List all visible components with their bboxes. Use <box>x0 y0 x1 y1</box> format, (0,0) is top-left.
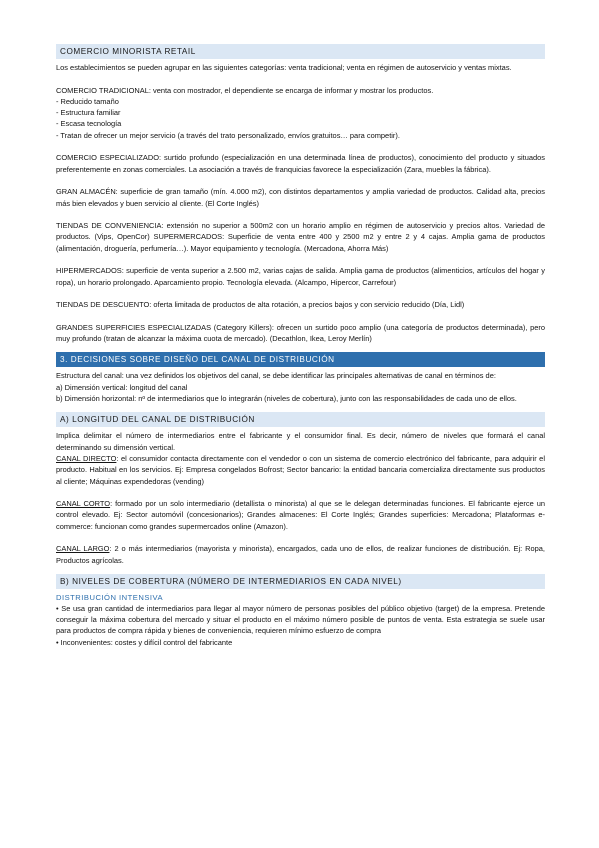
canal-largo-text: : 2 o más intermediarios (mayorista y minorista), encargados, cada uno de ellos, de realizar funciones de distribución. Ej: Ropa, Productos agrícolas. <box>56 544 545 565</box>
trad-item-3: - Escasa tecnología <box>56 119 122 129</box>
canal-corto-text: : formado por un solo intermediario (detallista o minorista) al que se le delegan determinadas funciones. El fabricante ejerce un control elevado. Ej: Sector automóvil (concesionarios); Grandes almacenes: El Corte Inglés; Grandes superficies: Mercadona; Plataformas e-commerce: funcionan como grandes supermercados online (Amazon). <box>56 499 545 531</box>
canal-largo-label: CANAL LARGO <box>56 544 110 554</box>
intro-paragraph: Los establecimientos se pueden agrupar en las siguientes categorías: venta tradicional; venta en régimen de autoservicio y ventas mixtas. <box>56 63 512 72</box>
intensiva-paragraph: • Se usa gran cantidad de intermediarios para llegar al mayor número de personas posibles del público objetivo (target) de la empresa. Pretende conseguir la máxima cobertura del mercado y situar el producto en el máximo número posible de puntos de venta. Esta estrategia se suele usar para productos de compra rápida y bienes de conveniencia, requieren mínimo esfuerzo de compra <box>56 603 545 636</box>
canal-corto-paragraph <box>56 498 545 532</box>
section-header-longitud: A) LONGITUD DEL CANAL DE DISTRIBUCIÓN <box>56 412 545 427</box>
dimension-horizontal: b) Dimensión horizontal: nº de intermediarios que lo integrarán (niveles de cobertura), junto con las responsabilidades de cada uno de ellos. <box>56 394 517 404</box>
canal-directo-text: : el consumidor contacta directamente con el vendedor o con un sistema de comercio electrónico del fabricante, para adquirir el producto. Habitual en los servicios. Ej: Empresa congelados Bofrost; Sector bancario: la entidad bancaria comercializa directamente sus productos al cliente; Máquinas expendedoras (vending) <box>56 453 545 486</box>
canal-largo-paragraph <box>56 543 545 566</box>
gran-almacen-paragraph: GRAN ALMACÉN: superficie de gran tamaño (mín. 4.000 m2), con distintos departamentos y amplia variedad de productos. Calidad alta, precios más bien elevados y buen servicio al cliente. (El Corte Inglés) <box>56 187 545 208</box>
estructura-paragraph: Estructura del canal: una vez definidos los objetivos del canal, se debe identificar las principales alternativas de canal en términos de: <box>56 371 496 381</box>
trad-item-2: - Estructura familiar <box>56 108 121 118</box>
section-header-comercio-minorista: COMERCIO MINORISTA RETAIL <box>56 44 545 59</box>
inconvenientes-paragraph: • Inconvenientes: costes y difícil control del fabricante <box>56 637 233 647</box>
tiendas-conveniencia-paragraph: TIENDAS DE CONVENIENCIA: extensión no superior a 500m2 con un horario amplio en régimen de autoservicio y precios altos. Variedad de productos. (Vips, OpenCor) SUPERMERCADOS: Superficie de venta entre 400 y 2500 m2 y entre 2 y 4 cajas. Amplia gama de productos (alimentación, droguería, perfumería…). Mayor equipamiento y tecnología. (Mercadona, Ahorra Más) <box>56 221 545 253</box>
section-header-niveles-cobertura: B) NIVELES DE COBERTURA (NÚMERO DE INTERMEDIARIOS EN CADA NIVEL) <box>56 574 545 589</box>
longitud-paragraph: Implica delimitar el número de intermediarios entre el fabricante y el consumidor final. Es decir, número de niveles que formará el canal determinando su dimensión vertical. <box>56 431 545 452</box>
canal-directo-label: CANAL DIRECTO <box>56 453 117 463</box>
distribucion-intensiva-title: DISTRIBUCIÓN INTENSIVA <box>56 592 164 602</box>
trad-item-1: - Reducido tamaño <box>56 96 119 106</box>
hipermercados-paragraph: HIPERMERCADOS: superficie de venta superior a 2.500 m2, varias cajas de salida. Amplia gama de productos (alimenticios, artículos del hogar y ropa), un horario prolongado. Aparcamiento propio. Tecnología elevada. (Alcampo, Hipercor, Carrefour) <box>56 266 545 287</box>
section-header-decisiones: 3. DECISIONES SOBRE DISEÑO DEL CANAL DE DISTRIBUCIÓN <box>56 352 545 367</box>
comercio-tradicional-title: COMERCIO TRADICIONAL: venta con mostrador, el dependiente se encarga de informar y mostrar los productos. <box>56 85 434 95</box>
comercio-especializado-paragraph: COMERCIO ESPECIALIZADO: surtido profundo (especialización en una determinada línea de productos), conocimiento del producto y situados preferentemente en zonas comerciales. La asociación a través de franquicias favorece la especialización (Zara, muebles la fábrica). <box>56 153 545 174</box>
canal-corto-label: CANAL CORTO <box>56 499 111 509</box>
dimension-vertical: a) Dimensión vertical: longitud del canal <box>56 382 188 392</box>
canal-directo-paragraph <box>56 453 545 487</box>
grandes-superficies-paragraph: GRANDES SUPERFICIES ESPECIALIZADAS (Category Killers): ofrecen un surtido poco amplio (una categoría de productos determinada), pero muy profundo (tratan de alcanzar la máxima cuota de mercado). (Decathlon, Ikea, Leroy Merlín) <box>56 322 545 344</box>
trad-item-4: - Tratan de ofrecer un mejor servicio (a través del trato personalizado, envíos gratuitos… para competir). <box>56 130 400 140</box>
tiendas-descuento-paragraph: TIENDAS DE DESCUENTO: oferta limitada de productos de alta rotación, a precios bajos y con servicio reducido (Día, Lidl) <box>56 300 465 310</box>
